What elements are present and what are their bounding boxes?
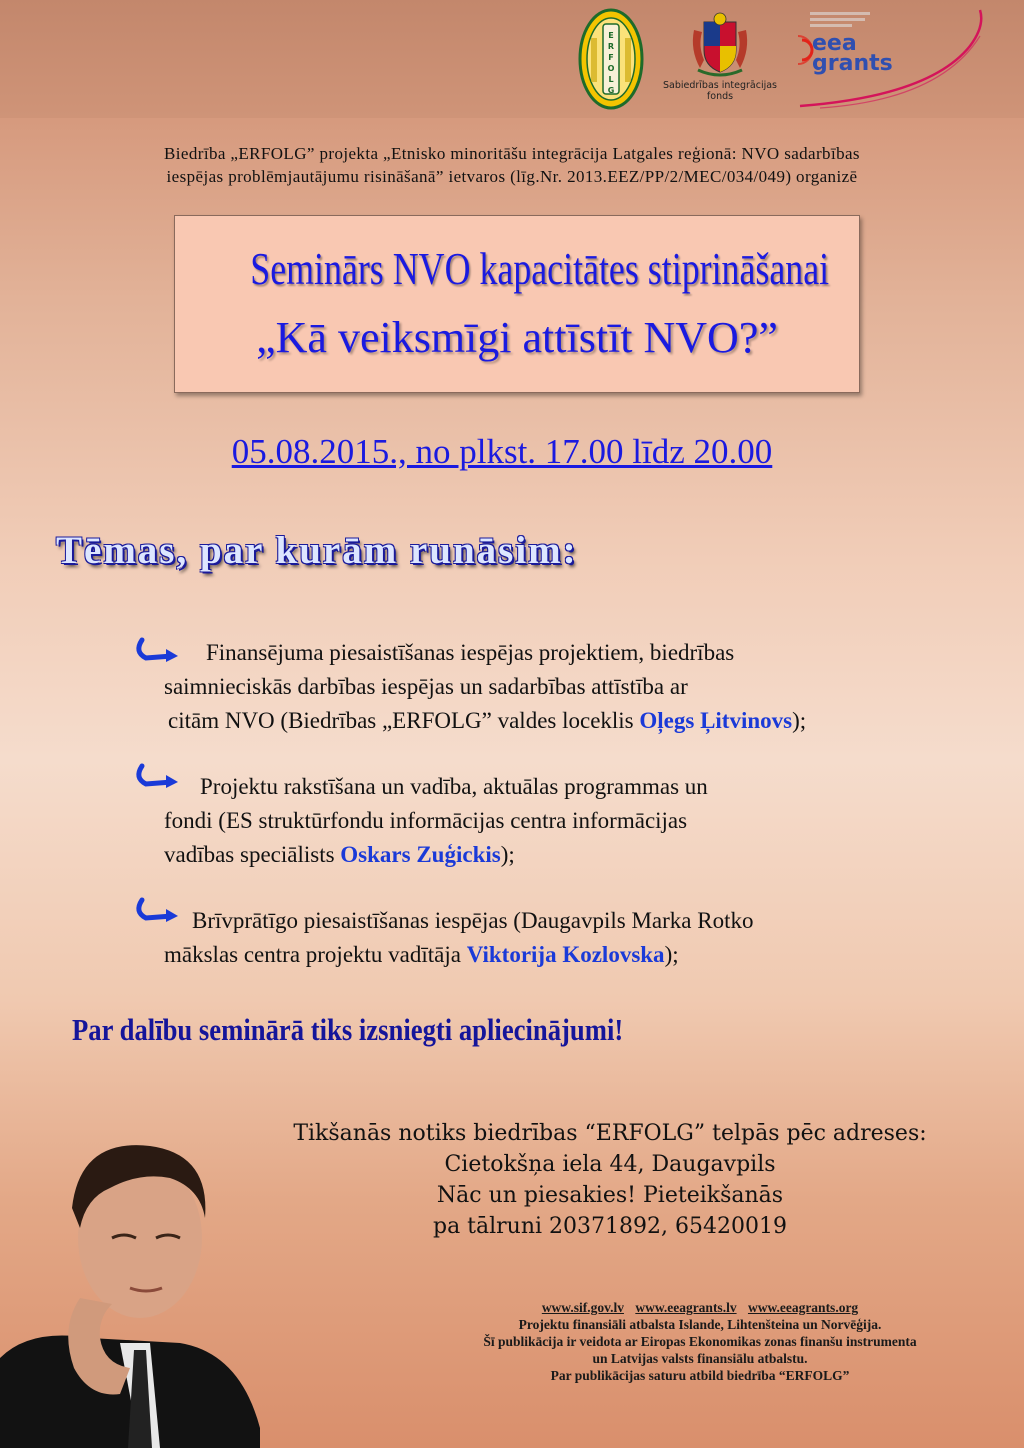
erfolg-logo-icon (578, 8, 644, 110)
footer-link-eeagrants-org[interactable]: www.eeagrants.org (747, 1300, 859, 1315)
curved-arrow-icon (132, 762, 186, 790)
logo-bar (570, 6, 1010, 114)
svg-text:G: G (607, 86, 615, 95)
intro-text (40, 142, 984, 188)
sif-caption-line2: fonds (706, 91, 734, 102)
topic-2-line2: fondi (ES struktūrfondu informācijas centra informācijas (164, 808, 688, 833)
meeting-address: Cietokšņa iela 44, Daugavpils (444, 1152, 776, 1177)
speaker-name-2: Oskars Zuģickis (340, 842, 501, 867)
svg-text:O: O (607, 64, 615, 73)
speaker-name-3: Viktorija Kozlovska (466, 942, 665, 967)
svg-text:E: E (608, 31, 614, 40)
topic-2-line3-end: ); (500, 842, 515, 867)
topic-item-1 (132, 636, 992, 746)
topic-1-line3-end: ); (792, 708, 807, 733)
svg-text:R: R (607, 42, 615, 51)
seminar-subtitle: „Kā veiksmīgi attīstīt NVO?” (256, 313, 778, 362)
topic-1-line1: Finansējuma piesaistīšanas iespējas projektiem, biedrības (206, 640, 735, 665)
topic-2-line1: Projektu rakstīšana un vadība, aktuālas programmas un (200, 774, 708, 799)
topic-3-line2: mākslas centra projektu vadītāja (164, 942, 467, 967)
topic-item-2 (132, 770, 992, 880)
seminar-title: Seminārs NVO kapacitātes stiprināšanai (250, 243, 830, 294)
footer-links (400, 1299, 1000, 1316)
svg-text:L: L (608, 75, 614, 84)
intro-line2: iespējas problēmjautājumu risināšanā” ietvaros (līg.Nr. 2013.EEZ/PP/2/MEC/034/049) organizē (166, 167, 858, 186)
seminar-title-box (174, 215, 860, 393)
eea-text-line1: eea (812, 31, 857, 56)
eea-text-line2: grants (812, 51, 893, 76)
meeting-info (210, 1118, 1010, 1242)
sif-caption-line1: Sabiedrības integrācijas (662, 80, 778, 91)
footer (400, 1299, 1000, 1384)
meeting-line1: Tikšanās notiks biedrības “ERFOLG” telpās pēc adreses: (293, 1121, 927, 1146)
footer-link-sif[interactable]: www.sif.gov.lv (541, 1300, 624, 1315)
footer-line2: Šī publikācija ir veidota ar Eiropas Ekonomikas zonas finanšu instrumenta (483, 1334, 917, 1349)
footer-line3: un Latvijas valsts finansiālu atbalstu. (592, 1351, 808, 1366)
topic-1-line2: saimnieciskās darbības iespējas un sadarbības attīstība ar (164, 674, 688, 699)
seminar-date: 05.08.2015., no plkst. 17.00 līdz 20.00 (231, 432, 773, 471)
topic-item-3 (132, 904, 992, 980)
intro-line1: Biedrība „ERFOLG” projekta „Etnisko minoritāšu integrācija Latgales reģionā: NVO sadarbības (164, 144, 860, 163)
topic-2-line3: vadības speciālists (164, 842, 341, 867)
meeting-line3: Nāc un piesakies! Pieteikšanās (436, 1183, 784, 1208)
sif-logo (660, 10, 780, 110)
speaker-name-1: Oļegs Ļitvinovs (639, 708, 793, 733)
meeting-phone: pa tālruni 20371892, 65420019 (432, 1214, 787, 1239)
curved-arrow-icon (132, 896, 186, 924)
footer-link-eeagrants-lv[interactable]: www.eeagrants.lv (635, 1300, 737, 1315)
person-photo (0, 1128, 260, 1448)
topics-heading: Tēmas, par kurām runāsim: (56, 529, 578, 572)
eea-grants-logo (780, 6, 1010, 111)
topic-3-line2-end: ); (664, 942, 679, 967)
certificates-note: Par dalību seminārā tiks izsniegti apliecinājumi! (72, 1012, 624, 1047)
topic-1-line3: citām NVO (Biedrības „ERFOLG” valdes loceklis (168, 708, 640, 733)
topic-3-line1: Brīvprātīgo piesaistīšanas iespējas (Daugavpils Marka Rotko (192, 908, 754, 933)
svg-text:F: F (608, 53, 614, 62)
footer-line4: Par publikācijas saturu atbild biedrība “ERFOLG” (550, 1368, 850, 1383)
sif-coat-of-arms-icon (690, 10, 750, 78)
footer-line1: Projektu finansiāli atbalsta Islande, Lihtenšteina un Norvēģija. (518, 1317, 882, 1332)
curved-arrow-icon (132, 636, 186, 664)
